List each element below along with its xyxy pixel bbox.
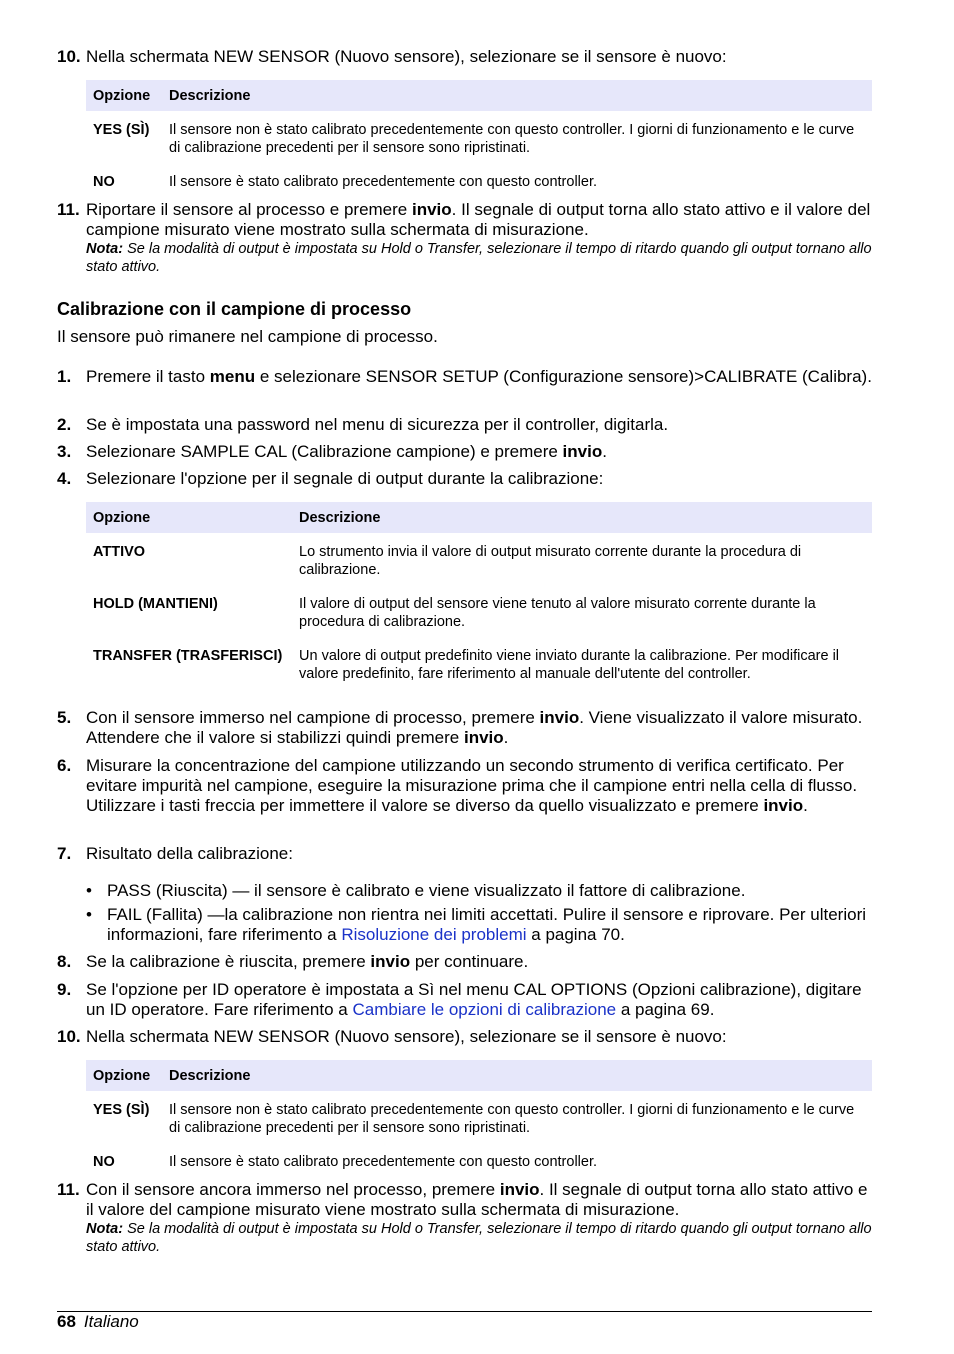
text-part: Riportare il sensore al processo e premere [86, 200, 412, 219]
note-label: Nota: [86, 241, 124, 257]
step-4 [57, 469, 872, 489]
table-row [86, 533, 872, 585]
step-text [86, 756, 872, 816]
text-part: . [503, 728, 509, 747]
bullet-mark: • [86, 881, 92, 900]
table-row [86, 111, 872, 163]
text-part: per continuare. [410, 952, 529, 971]
text-part: Premere il tasto [86, 367, 210, 386]
step-text [86, 980, 872, 1020]
table-row [86, 585, 872, 637]
step-text [86, 367, 872, 387]
page-number: 68 [57, 1312, 76, 1331]
text-part: a pagina 70. [526, 925, 625, 944]
table-row [86, 1143, 872, 1177]
key-name: menu [209, 367, 256, 386]
table-header-row [86, 80, 872, 111]
step-6 [57, 756, 872, 816]
bullet-text: PASS (Riuscita) — il sensore è calibrato e viene visualizzato il fattore di calibrazione. [107, 881, 746, 900]
text-part: Selezionare SAMPLE CAL (Calibrazione campione) e premere [86, 442, 563, 461]
step-number: 5. [57, 708, 72, 727]
text-part: Con il sensore ancora immerso nel processo, premere [86, 1180, 500, 1199]
options-table-output-mode [86, 502, 872, 689]
step-10-top [57, 47, 872, 67]
text-part: FAIL (Fallita) —la calibrazione non rientra nei limiti accettati. Pulire il sensore e riprovare. Per ulteriori informazioni, fare riferimento a [107, 905, 867, 944]
step-number: 7. [57, 844, 72, 863]
step-2 [57, 415, 872, 435]
table-row [86, 163, 872, 197]
option-description: Il valore di output del sensore viene tenuto al valore misurato corrente durante la procedura di calibrazione. [299, 596, 816, 630]
step-number: 1. [57, 367, 72, 386]
key-name: invio [411, 200, 452, 219]
step-10 [57, 1027, 872, 1047]
text-part: . [803, 796, 808, 815]
step-number: 2. [57, 415, 72, 434]
key-name: invio [499, 1180, 540, 1199]
options-table-new-sensor [86, 1060, 872, 1177]
step-9 [57, 980, 872, 1020]
option-description: Lo strumento invia il valore di output misurato corrente durante la procedura di calibrazione. [299, 544, 802, 578]
table-header-row [86, 1060, 872, 1091]
step-text [86, 952, 872, 972]
text-part: a pagina 69. [616, 1000, 715, 1019]
option-name: NO [93, 174, 115, 190]
text-part: e selezionare SENSOR SETUP (Configurazione sensore)>CALIBRATE (Calibra). [255, 367, 872, 386]
option-description: Il sensore non è stato calibrato precedentemente con questo controller. I giorni di funzionamento e le curve di calibrazione precedenti per il sensore sono ripristinati. [169, 1102, 855, 1136]
step-8 [57, 952, 872, 972]
note-label: Nota: [86, 1221, 124, 1237]
header-option: Opzione [86, 502, 292, 533]
bullet-fail [86, 905, 872, 945]
key-name: invio [463, 728, 504, 747]
step-text [86, 200, 872, 276]
step-number: 8. [57, 952, 72, 971]
page-footer [57, 1312, 139, 1332]
header-option: Opzione [86, 80, 162, 111]
bullet-text [107, 905, 872, 945]
section-intro: Il sensore può rimanere nel campione di processo. [57, 327, 438, 346]
note-text: Se la modalità di output è impostata su Hold o Transfer, selezionare il tempo di ritardo quando gli output tornano allo stato attivo. [86, 241, 872, 275]
text-part: Con il sensore immerso nel campione di processo, premere [86, 708, 540, 727]
step-text [86, 1180, 872, 1256]
option-name: YES (SÌ) [93, 1102, 150, 1118]
key-name: invio [763, 796, 804, 815]
note [86, 240, 872, 276]
step-3 [57, 442, 872, 462]
table-row [86, 637, 872, 689]
troubleshooting-link[interactable]: Risoluzione dei problemi [341, 925, 527, 944]
option-name: TRANSFER (TRASFERISCI) [93, 648, 283, 664]
step-number: 10. [57, 1027, 81, 1046]
footer-language: Italiano [83, 1312, 139, 1331]
header-description: Descrizione [162, 80, 872, 111]
table-header-row [86, 502, 872, 533]
step-text: Selezionare l'opzione per il segnale di output durante la calibrazione: [86, 469, 604, 488]
key-name: invio [370, 952, 411, 971]
step-number: 9. [57, 980, 72, 999]
option-description: Un valore di output predefinito viene inviato durante la calibrazione. Per modificare il valore predefinito, fare riferimento al manuale dell'utente del controller. [299, 648, 840, 682]
step-text: Nella schermata NEW SENSOR (Nuovo sensore), selezionare se il sensore è nuovo: [86, 1027, 727, 1046]
step-number: 11. [57, 200, 80, 219]
option-name: YES (SÌ) [93, 122, 150, 138]
text-part: . [602, 442, 607, 461]
step-number: 4. [57, 469, 72, 488]
section-heading: Calibrazione con il campione di processo [57, 299, 412, 319]
option-description: Il sensore è stato calibrato precedentemente con questo controller. [169, 1154, 598, 1170]
option-description: Il sensore non è stato calibrato precedentemente con questo controller. I giorni di funzionamento e le curve di calibrazione precedenti per il sensore sono ripristinati. [169, 122, 855, 156]
step-1 [57, 367, 872, 387]
step-number: 6. [57, 756, 72, 775]
step-text: Nella schermata NEW SENSOR (Nuovo sensore), selezionare se il sensore è nuovo: [86, 47, 727, 66]
step-number: 10. [57, 47, 81, 66]
text-part: Se la calibrazione è riuscita, premere [86, 952, 371, 971]
step-11-top [57, 200, 872, 276]
step-7 [57, 844, 872, 864]
option-name: HOLD (MANTIENI) [93, 596, 218, 612]
table-row [86, 1091, 872, 1143]
note [86, 1220, 872, 1256]
calibration-options-link[interactable]: Cambiare le opzioni di calibrazione [352, 1000, 617, 1019]
bullet-mark: • [86, 905, 92, 924]
key-name: invio [562, 442, 603, 461]
option-name: NO [93, 1154, 115, 1170]
step-number: 3. [57, 442, 72, 461]
option-description: Il sensore è stato calibrato precedentemente con questo controller. [169, 174, 598, 190]
header-description: Descrizione [292, 502, 872, 533]
step-number: 11. [57, 1180, 80, 1199]
text-part: . Il segnale di output torna allo stato attivo e il valore del campione misurato viene mostrato sulla schermata di misurazione. [86, 200, 871, 239]
step-text [86, 442, 872, 462]
header-option: Opzione [86, 1060, 162, 1091]
text-part: . Il segnale di output torna allo stato attivo e il valore del campione misurato viene mostrato sulla schermata di misurazione. [86, 1180, 868, 1219]
option-name: ATTIVO [93, 544, 146, 560]
step-11 [57, 1180, 872, 1256]
step-text [86, 708, 872, 748]
footer-rule [57, 1311, 872, 1312]
key-name: invio [539, 708, 580, 727]
text-part: . Viene visualizzato il valore misurato. Attendere che il valore si stabilizzi quindi premere [86, 708, 863, 747]
text-part: Se l'opzione per ID operatore è impostata a Sì nel menu CAL OPTIONS (Opzioni calibrazione), digitare un ID operatore. Fare riferimento a [86, 980, 862, 1019]
step-text: Se è impostata una password nel menu di sicurezza per il controller, digitarla. [86, 415, 669, 434]
note-text: Se la modalità di output è impostata su Hold o Transfer, selezionare il tempo di ritardo quando gli output tornano allo stato attivo. [86, 1221, 872, 1255]
step-5 [57, 708, 872, 748]
step-text: Risultato della calibrazione: [86, 844, 293, 863]
options-table-new-sensor-top [86, 80, 872, 197]
bullet-pass [86, 881, 872, 901]
header-description: Descrizione [162, 1060, 872, 1091]
text-part: Misurare la concentrazione del campione utilizzando un secondo strumento di verifica certificato. Per evitare impurità nel campione, eseguire la misurazione prima che il campione entri nella cella di flusso. Utilizzare i tasti freccia per immettere il valore se diverso da quello visualizzato e premere [86, 756, 858, 815]
